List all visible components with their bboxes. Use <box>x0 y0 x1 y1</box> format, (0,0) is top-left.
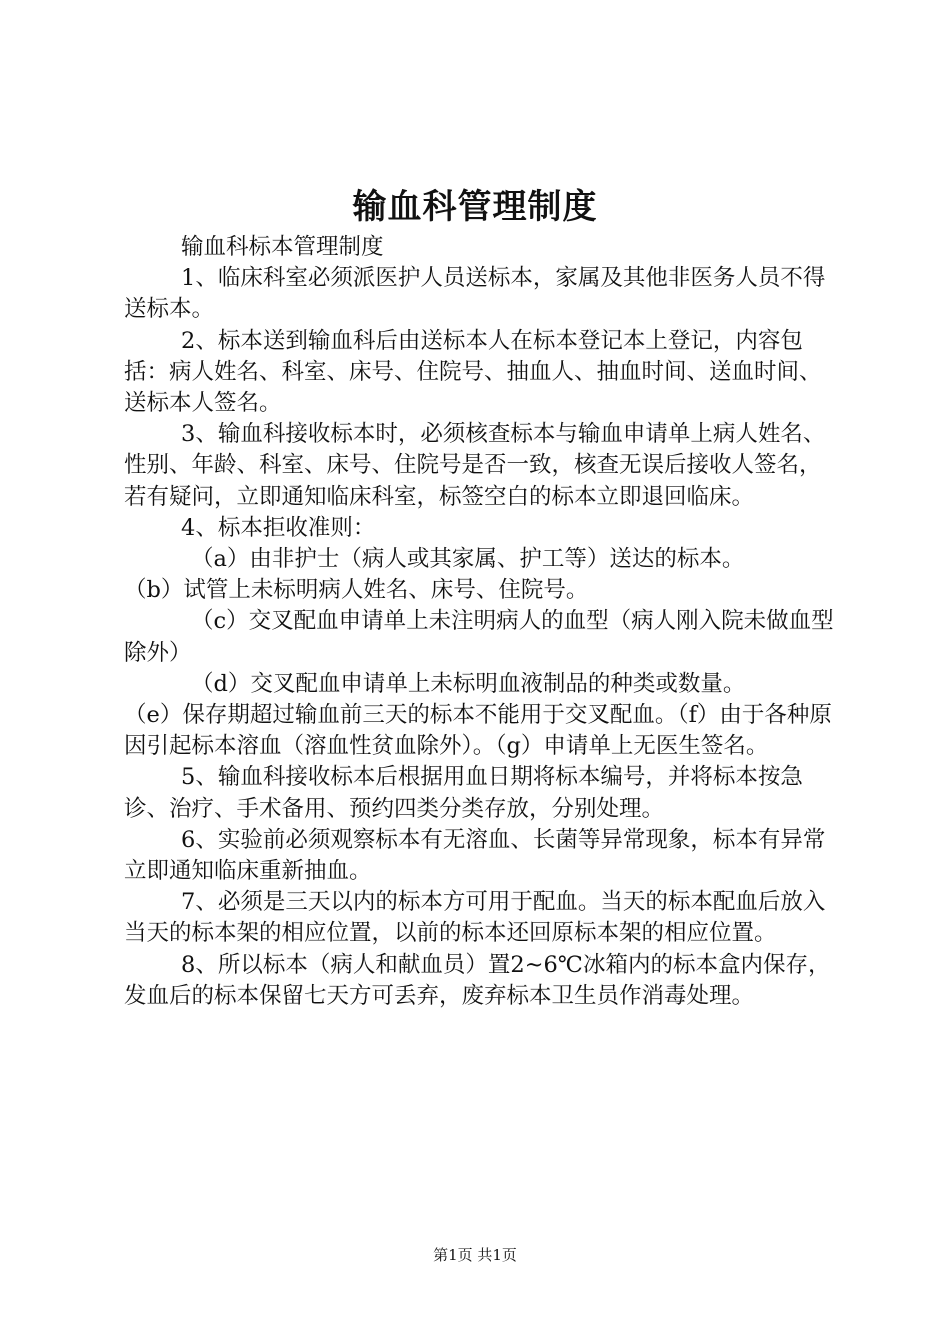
rule-paragraph-3: 3、输血科接收标本时，必须核查标本与输血申请单上病人姓名、性别、年龄、科室、床号、住院号是否一致，核查无误后接收人签名，若有疑问，立即通知临床科室，标签空白的标本立即退回临床。 <box>124 421 826 510</box>
criterion-b: （b）试管上未标明病人姓名、床号、住院号。 <box>124 577 589 604</box>
rule-paragraph-7: 7、必须是三天以内的标本方可用于配血。当天的标本配血后放入当天的标本架的相应位置，以前的标本还回原标本架的相应位置。 <box>124 889 826 947</box>
rule-paragraph-8: 8、所以标本（病人和献血员）置2~6℃冰箱内的标本盒内保存，发血后的标本保留七天方可丢弃，废弃标本卫生员作消毒处理。 <box>124 951 831 1009</box>
rule-paragraph-4: 4、标本拒收准则： <box>181 514 376 541</box>
rule-paragraph-1: 1、临床科室必须派医护人员送标本，家属及其他非医务人员不得送标本。 <box>124 265 826 323</box>
criterion-c: （c）交叉配血申请单上未注明病人的血型（病人刚入院未做血型除外） <box>124 608 834 666</box>
document-body <box>124 232 836 1012</box>
rule-paragraph-6: 6、实验前必须观察标本有无溶血、长菌等异常现象，标本有异常立即通知临床重新抽血。 <box>124 826 826 885</box>
section-heading: 输血科标本管理制度 <box>181 234 384 260</box>
rule-paragraph-5: 5、输血科接收标本后根据用血日期将标本编号，并将标本按急诊、治疗、手术备用、预约四类分类存放，分别处理。 <box>124 764 803 822</box>
criterion-a: （a）由非护士（病人或其家属、护工等）送达的标本。 <box>191 546 745 573</box>
document-title: 输血科管理制度 <box>352 187 598 227</box>
criterion-e-f-g: （e）保存期超过输血前三天的标本不能用于交叉配血。（f）由于各种原因引起标本溶血（溶血性贫血除外）。（g）申请单上无医生签名。 <box>124 702 832 760</box>
criterion-d: （d）交叉配血申请单上未标明血液制品的种类或数量。 <box>191 670 746 697</box>
page-footer: 第1页 共1页 <box>433 1246 517 1264</box>
rule-paragraph-2: 2、标本送到输血科后由送标本人在标本登记本上登记，内容包括：病人姓名、科室、床号、住院号、抽血人、抽血时间、送血时间、送标本人签名。 <box>124 327 822 417</box>
